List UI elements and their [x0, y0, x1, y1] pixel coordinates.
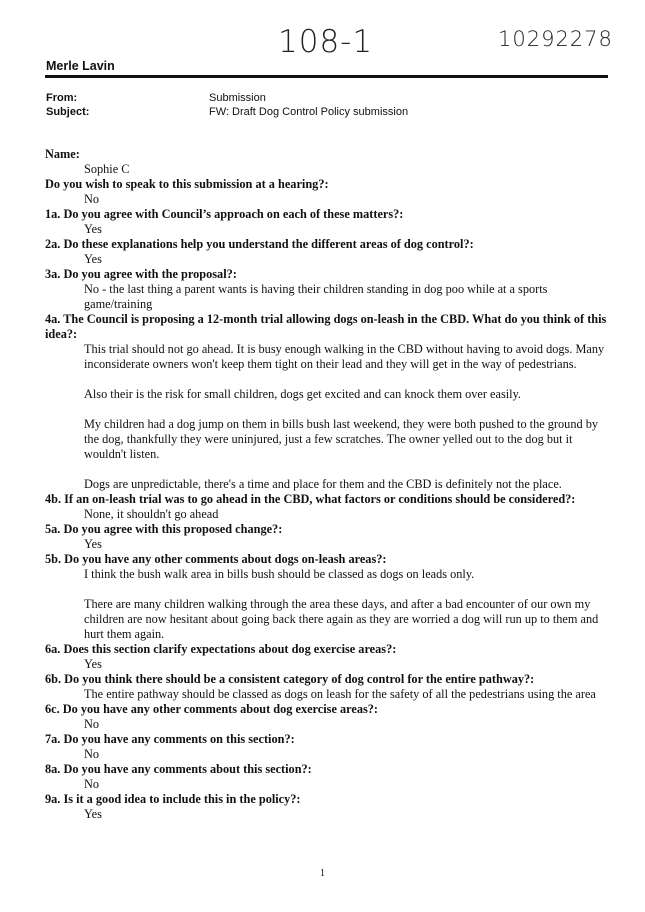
question-2a: 2a. Do these explanations help you understand the different areas of dog control?:: [45, 237, 474, 251]
question-6b: 6b. Do you think there should be a consistent category of dog control for the entire pathway?:: [45, 672, 535, 686]
answer-4a-para-4: Dogs are unpredictable, there's a time and place for them and the CBD is definitely not the place.: [84, 477, 562, 491]
answer-2a: Yes: [84, 252, 102, 266]
answer-4a-para-1: This trial should not go ahead. It is busy enough walking in the CBD without having to avoid dogs. Many inconsiderate owners won't keep them tight on their lead and they will get in the way of pedestrians.: [84, 342, 605, 371]
question-5a: 5a. Do you agree with this proposed change?:: [45, 522, 283, 536]
from-value: Submission: [209, 92, 266, 104]
answer-hearing: No: [84, 192, 100, 206]
question-4a: 4a. The Council is proposing a 12-month trial allowing dogs on-leash in the CBD. What do you think of this idea?:: [45, 312, 607, 341]
answer-6b: The entire pathway should be classed as dogs on leash for the safety of all the pedestrians using the area: [84, 687, 596, 701]
answer-1a: Yes: [84, 222, 102, 236]
question-5b: 5b. Do you have any other comments about dogs on-leash areas?:: [45, 552, 387, 566]
question-9a: 9a. Is it a good idea to include this in the policy?:: [45, 792, 301, 806]
answer-4b: None, it shouldn't go ahead: [84, 507, 219, 521]
answer-6c: No: [84, 717, 100, 731]
answer-5b-para-1: I think the bush walk area in bills bush should be classed as dogs on leads only.: [84, 567, 475, 581]
from-label: From:: [46, 92, 78, 104]
subject-label: Subject:: [46, 106, 90, 118]
answer-4a-para-3: My children had a dog jump on them in bills bush last weekend, they were both pushed to the ground by the dog, thankfully they were uninjured, just a few scratches. The owner yelled out to the dog but it wouldn't listen.: [84, 417, 598, 461]
answer-6a: Yes: [84, 657, 102, 671]
submission-body: [45, 147, 607, 822]
handwritten-reference-right: 10292278: [498, 27, 613, 51]
question-7a: 7a. Do you have any comments on this section?:: [45, 732, 295, 746]
answer-4a-para-2: Also their is the risk for small children, dogs get excited and can knock them over easily.: [84, 387, 521, 401]
answer-9a: Yes: [84, 807, 102, 821]
answer-5b-para-2: There are many children walking through the area these days, and after a bad encounter of our own my children are now hesitant about going back there again as they are worried a dog will run up to them and hurt them again.: [84, 597, 599, 641]
name-label: Name:: [45, 147, 80, 161]
question-1a: 1a. Do you agree with Council’s approach on each of these matters?:: [45, 207, 404, 221]
page-number: 1: [320, 868, 325, 879]
handwritten-reference-left: 108-1: [278, 24, 374, 60]
question-hearing: Do you wish to speak to this submission at a hearing?:: [45, 177, 329, 191]
question-4b: 4b. If an on-leash trial was to go ahead in the CBD, what factors or conditions should be considered?:: [45, 492, 576, 506]
question-6c: 6c. Do you have any other comments about dog exercise areas?:: [45, 702, 379, 716]
subject-value: FW: Draft Dog Control Policy submission: [209, 106, 409, 118]
question-8a: 8a. Do you have any comments about this section?:: [45, 762, 312, 776]
header-divider: [45, 75, 608, 78]
question-6a: 6a. Does this section clarify expectations about dog exercise areas?:: [45, 642, 397, 656]
sender-name: Merle Lavin: [46, 59, 115, 73]
question-3a: 3a. Do you agree with the proposal?:: [45, 267, 237, 281]
answer-8a: No: [84, 777, 100, 791]
answer-7a: No: [84, 747, 100, 761]
name-value: Sophie C: [84, 162, 130, 176]
answer-3a: No - the last thing a parent wants is having their children standing in dog poo while at a sports game/training: [84, 282, 548, 311]
answer-5a: Yes: [84, 537, 102, 551]
